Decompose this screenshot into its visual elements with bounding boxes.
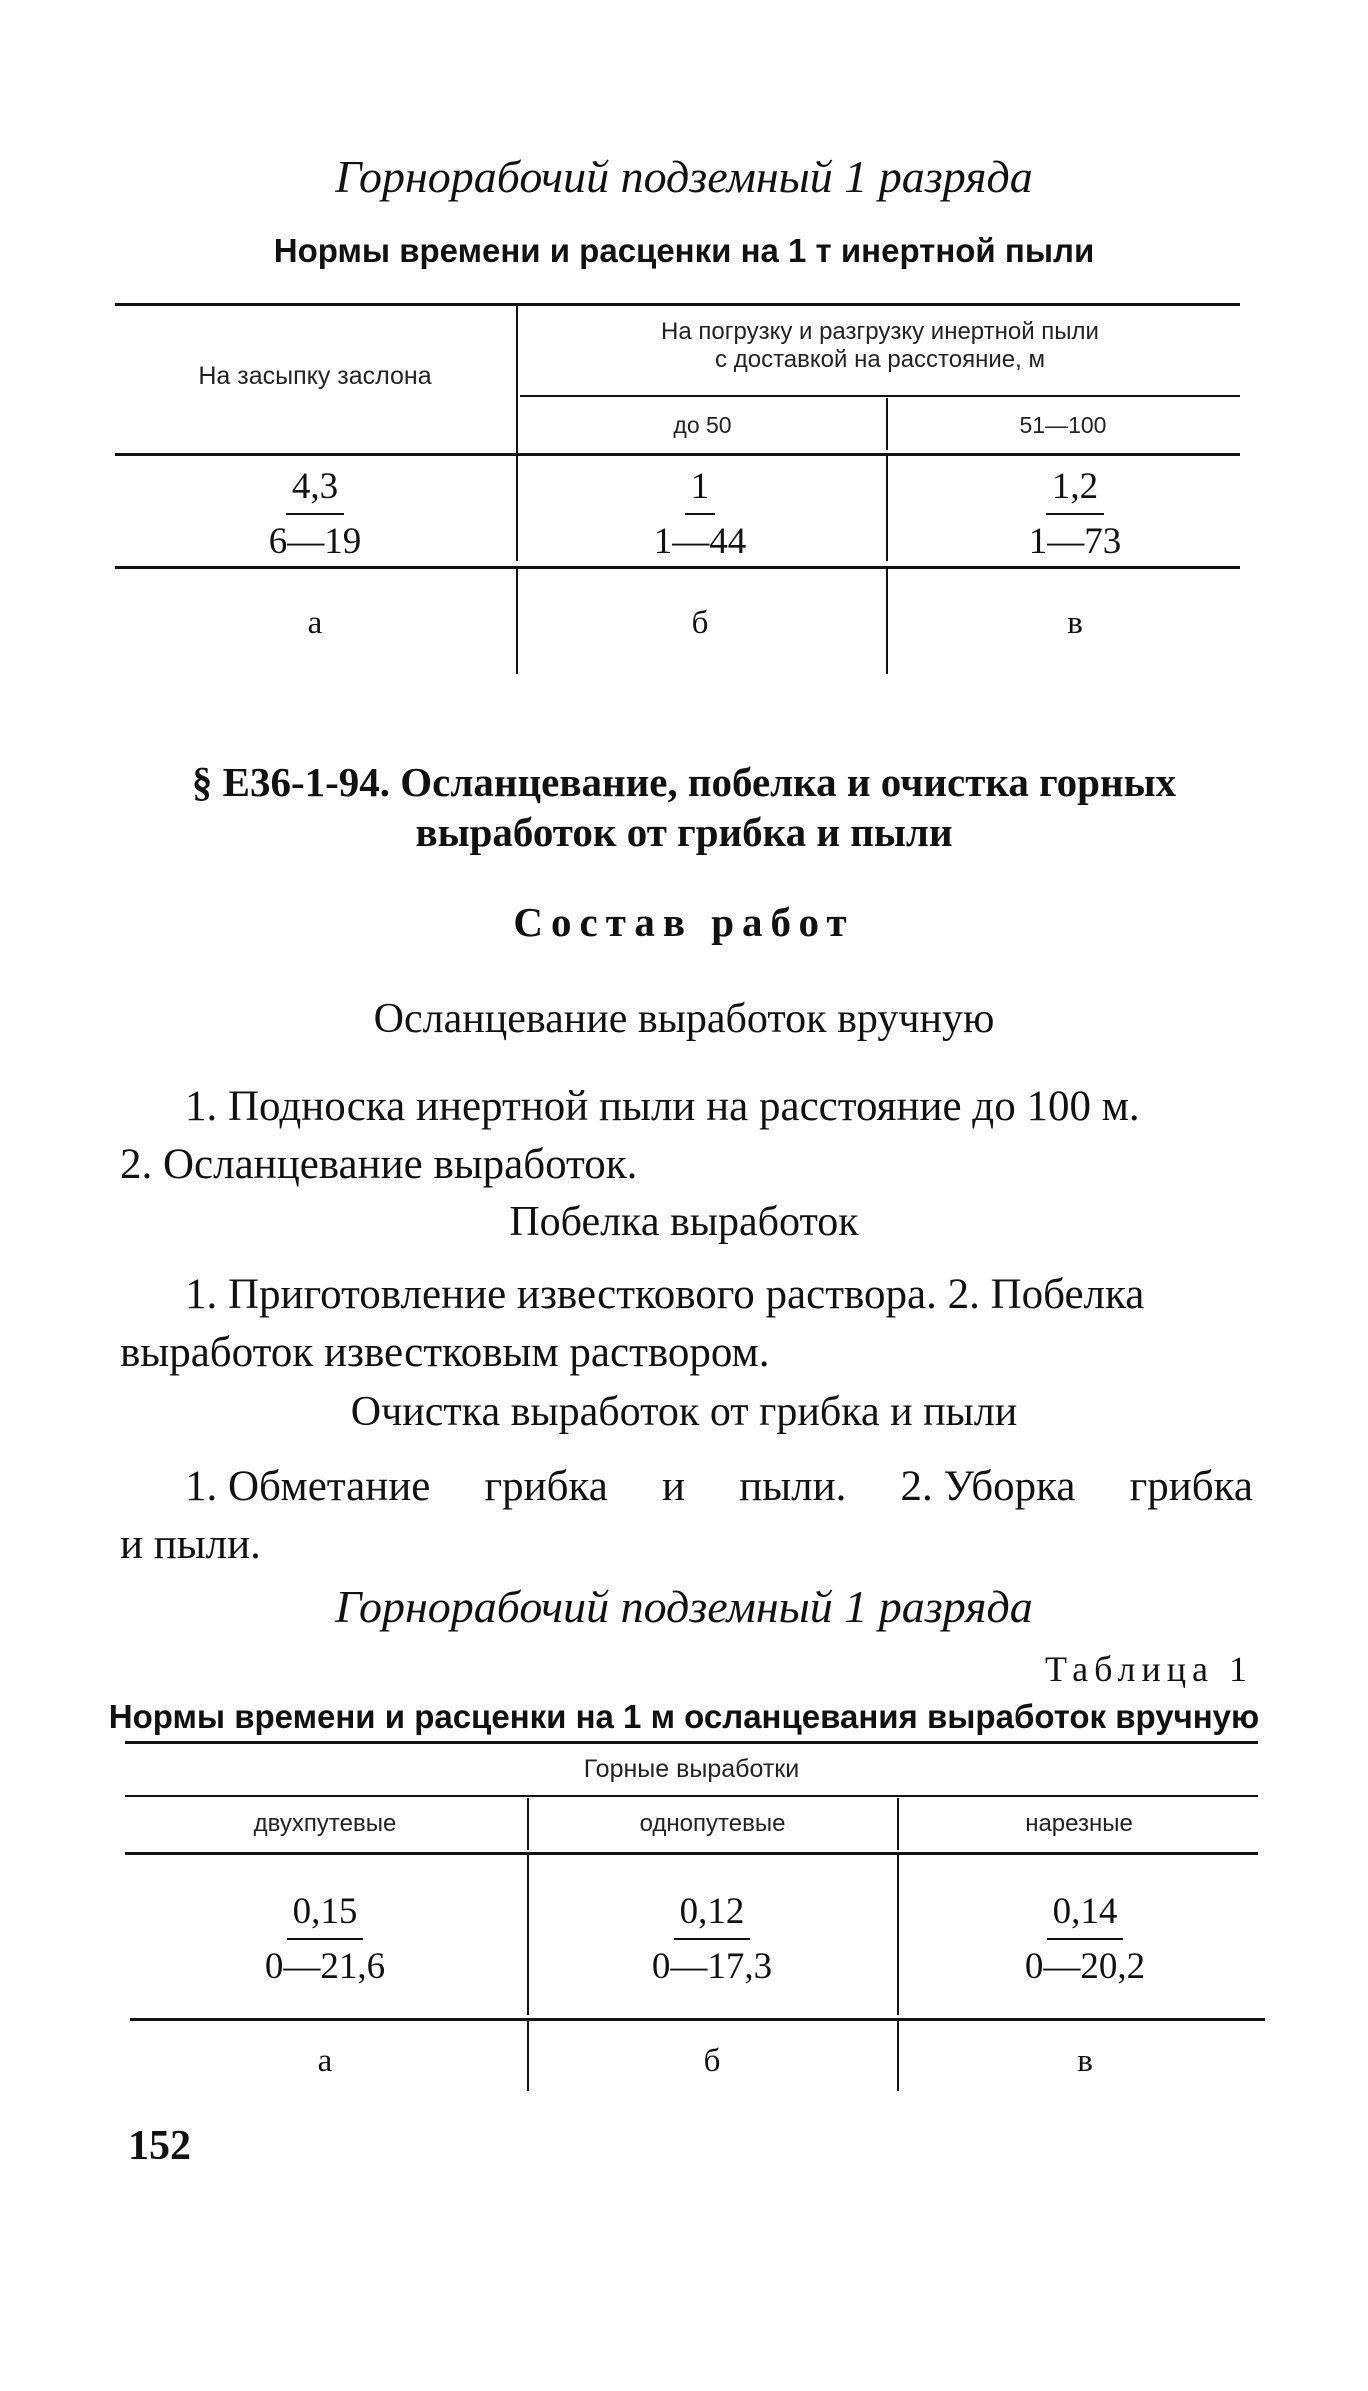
- sub3-text-part-3: и: [662, 1463, 686, 1510]
- table2-number: Таблица 1: [1045, 1649, 1253, 1689]
- table2-value-c: [985, 1893, 1185, 1985]
- table1-col-a-header: На засыпку заслона: [198, 362, 432, 390]
- table2-label-divider-2: [897, 2021, 899, 2091]
- table2-value-b-price: 0—17,3: [651, 1946, 773, 1987]
- sub3-text-part-6: грибка: [1129, 1463, 1253, 1510]
- sub3-text-part-1: 1. Обметание: [185, 1463, 431, 1510]
- table2-header-divider-2: [897, 1798, 899, 1850]
- table2-label-a: а: [317, 2043, 333, 2079]
- table1-group-header-line1: На погрузку и разгрузку инертной пыли: [661, 318, 1099, 345]
- section1-heading: Горнорабочий подземный 1 разряда: [335, 151, 1033, 202]
- table1-label-a: а: [307, 605, 323, 641]
- table2-title: Нормы времени и расценки на 1 м осланцевания выработок вручную: [108, 1698, 1260, 1735]
- table2-col-a-header: двухпутевые: [253, 1810, 397, 1837]
- sub2-text-line2: выработок известковым раствором.: [120, 1329, 770, 1376]
- sub3-text-line1: [185, 1458, 1253, 1516]
- table1-value-c: [975, 468, 1175, 560]
- table1-value-b-price: 1—44: [653, 521, 747, 562]
- composition-heading: Состав работ: [513, 899, 855, 945]
- sub2-text-line1: 1. Приготовление известкового раствора. 2. Побелка: [185, 1271, 1145, 1318]
- table2-col-b-header: однопутевые: [639, 1810, 786, 1837]
- table2-value-a: [225, 1893, 425, 1985]
- table1-body-divider-2: [886, 456, 888, 561]
- table1-value-c-norm: 1,2: [1046, 468, 1104, 515]
- sub3-text-part-2: грибка: [484, 1463, 608, 1510]
- sub1-heading: Осланцевание выработок вручную: [373, 996, 995, 1042]
- table1-value-b: [600, 468, 800, 560]
- table2-body-rule: [130, 2018, 1265, 2021]
- table2-value-a-price: 0—21,6: [264, 1946, 386, 1987]
- section2-title-line1: § Е36-1-94. Осланцевание, побелка и очистка горных: [191, 759, 1177, 805]
- table1-value-a-norm: 4,3: [286, 468, 344, 515]
- sub2-heading: Побелка выработок: [509, 1199, 859, 1245]
- section3-heading: Горнорабочий подземный 1 разряда: [335, 1581, 1033, 1632]
- table1-value-a-price: 6—19: [268, 521, 362, 562]
- table1-col-b-header: до 50: [673, 412, 732, 438]
- table2-body-divider-1: [527, 1855, 529, 2015]
- table1-body-divider-1: [516, 456, 518, 561]
- table2-label-c: в: [1077, 2043, 1093, 2079]
- table2-group-header: Горные выработки: [583, 1755, 800, 1783]
- table2-value-c-price: 0—20,2: [1024, 1946, 1146, 1987]
- table1-label-divider-2: [886, 569, 888, 674]
- table1-label-c: в: [1067, 605, 1083, 641]
- table2-label-b: б: [703, 2043, 721, 2079]
- table1-top-rule: [115, 303, 1240, 306]
- sub3-heading: Очистка выработок от грибка и пыли: [350, 1389, 1018, 1435]
- table2-subheader-rule: [125, 1795, 1258, 1797]
- table1-label-b: б: [691, 605, 709, 641]
- table1-group-header-line2: с доставкой на расстояние, м: [715, 346, 1045, 373]
- table2-header-rule: [125, 1852, 1258, 1855]
- table1-value-c-price: 1—73: [1028, 521, 1122, 562]
- table1-header-rule: [115, 453, 1240, 456]
- table1-title: Нормы времени и расценки на 1 т инертной пыли: [273, 232, 1095, 269]
- table2-value-b-norm: 0,12: [674, 1893, 751, 1940]
- section2-title-line2: выработок от грибка и пыли: [415, 809, 953, 855]
- table1-value-b-norm: 1: [685, 468, 716, 515]
- table1-value-a: [215, 468, 415, 560]
- table1-label-divider-1: [516, 569, 518, 674]
- table2-value-c-norm: 0,14: [1047, 1893, 1124, 1940]
- table2-top-rule: [125, 1741, 1258, 1744]
- table1-body-rule: [115, 566, 1240, 569]
- sub3-text-part-4: пыли.: [739, 1463, 847, 1510]
- table2-value-b: [612, 1893, 812, 1985]
- sub1-text-line1: 1. Подноска инертной пыли на расстояние до 100 м.: [185, 1083, 1140, 1130]
- page-number: 152: [128, 2123, 191, 2169]
- table1-col-c-header: 51—100: [1019, 412, 1107, 438]
- table2-col-c-header: нарезные: [1025, 1810, 1133, 1837]
- sub1-text-line2: 2. Осланцевание выработок.: [120, 1141, 638, 1188]
- table1-subheader-rule: [520, 395, 1240, 397]
- sub3-text-line2: и пыли.: [120, 1521, 261, 1568]
- table2-label-divider-1: [527, 2021, 529, 2091]
- table2-header-divider-1: [527, 1798, 529, 1850]
- sub3-text-part-5: 2. Уборка: [900, 1463, 1076, 1510]
- table2-value-a-norm: 0,15: [287, 1893, 364, 1940]
- table1-col-divider-1: [516, 303, 518, 453]
- table2-body-divider-2: [897, 1855, 899, 2015]
